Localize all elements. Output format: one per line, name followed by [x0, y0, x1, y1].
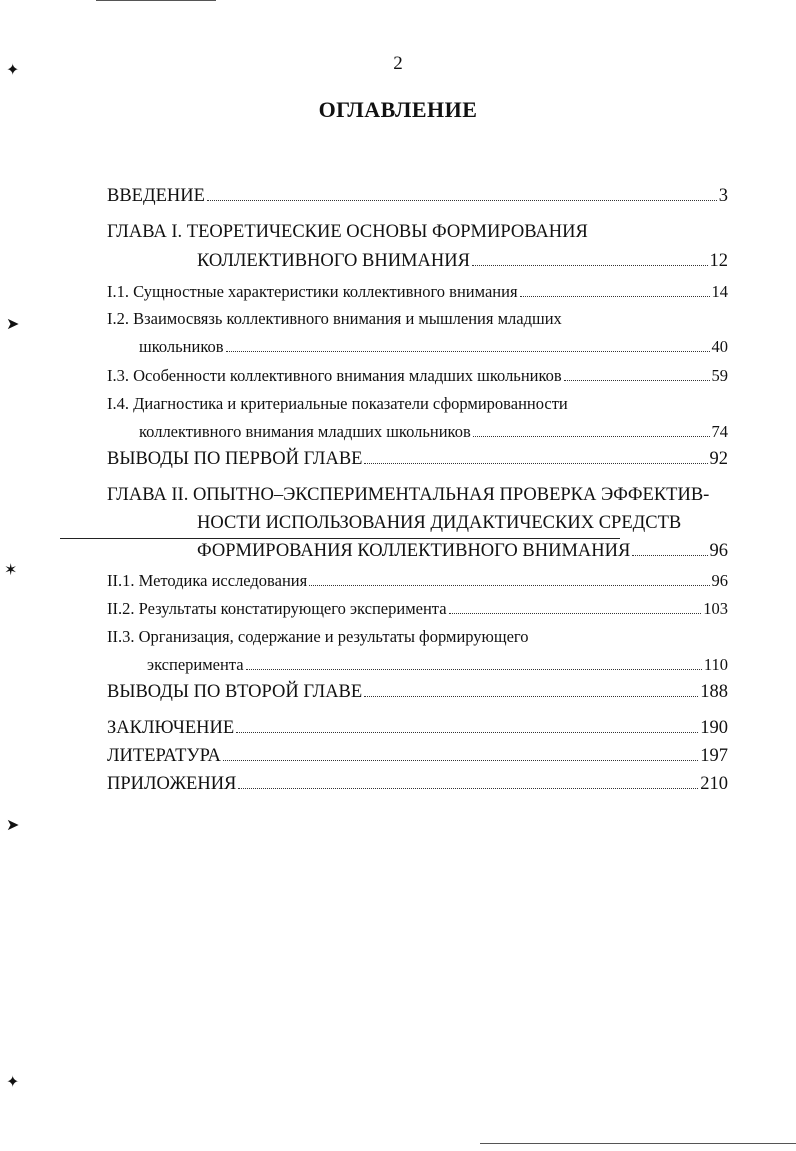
scan-strikethrough-line — [60, 538, 620, 539]
scan-edge-line-top — [96, 0, 216, 1]
toc-page-number: 40 — [711, 337, 728, 356]
toc-entry-section-1-3[interactable]: I.3. Особенности коллективного внимания младших школьников 59 — [107, 366, 728, 385]
toc-entry-chapter-2[interactable]: ФОРМИРОВАНИЯ КОЛЛЕКТИВНОГО ВНИМАНИЯ 96 — [197, 541, 728, 561]
toc-entry-intro[interactable]: ВВЕДЕНИЕ 3 — [107, 186, 728, 206]
toc-page-number: 12 — [709, 251, 728, 271]
toc-entry-section-1-2-line1[interactable]: I.2. Взаимосвязь коллективного внимания и мышления младших — [107, 309, 562, 328]
toc-entry-section-2-1[interactable]: II.1. Методика исследования 96 — [107, 571, 728, 590]
toc-page-number: 74 — [711, 422, 728, 441]
punch-hole-mark-icon: ✦ — [6, 62, 20, 79]
toc-entry-section-2-3[interactable]: эксперимента 110 — [147, 655, 728, 674]
toc-entry-section-1-4-line1[interactable]: I.4. Диагностика и критериальные показатели сформированности — [107, 394, 568, 413]
toc-page-number: 190 — [700, 718, 728, 738]
toc-page-number: 197 — [700, 746, 728, 766]
scan-edge-line-bottom — [480, 1143, 796, 1144]
toc-entry-appendices[interactable]: ПРИЛОЖЕНИЯ 210 — [107, 774, 728, 794]
toc-entry-section-2-3-line1[interactable]: II.3. Организация, содержание и результаты формирующего — [107, 627, 529, 646]
toc-entry-conclusions-2[interactable]: ВЫВОДЫ ПО ВТОРОЙ ГЛАВЕ 188 — [107, 682, 728, 702]
toc-page-number: 103 — [703, 599, 728, 618]
toc-entry-section-1-1[interactable]: I.1. Сущностные характеристики коллективного внимания 14 — [107, 282, 728, 301]
toc-entry-chapter-1-line1[interactable]: ГЛАВА I. ТЕОРЕТИЧЕСКИЕ ОСНОВЫ ФОРМИРОВАНИЯ — [107, 222, 588, 242]
toc-entry-section-2-2[interactable]: II.2. Результаты констатирующего эксперимента 103 — [107, 599, 728, 618]
toc-page-number: 14 — [711, 282, 728, 301]
toc-page-number: 59 — [711, 366, 728, 385]
toc-entry-literature[interactable]: ЛИТЕРАТУРА 197 — [107, 746, 728, 766]
toc-page-number: 96 — [711, 571, 728, 590]
toc-page-number: 92 — [709, 449, 728, 469]
toc-entry-chapter-2-line2[interactable]: НОСТИ ИСПОЛЬЗОВАНИЯ ДИДАКТИЧЕСКИХ СРЕДСТВ — [197, 513, 682, 533]
page-title: ОГЛАВЛЕНИЕ — [318, 97, 478, 122]
punch-hole-mark-icon: ✶ — [4, 562, 18, 579]
toc-entry-section-1-4[interactable]: коллективного внимания младших школьников 74 — [139, 422, 728, 441]
toc-page-number: 210 — [700, 774, 728, 794]
toc-entry-conclusion[interactable]: ЗАКЛЮЧЕНИЕ 190 — [107, 718, 728, 738]
toc-entry-section-1-2[interactable]: школьников 40 — [139, 337, 728, 356]
toc-page-number: 188 — [700, 682, 728, 702]
toc-entry-conclusions-1[interactable]: ВЫВОДЫ ПО ПЕРВОЙ ГЛАВЕ 92 — [107, 449, 728, 469]
toc-page-number: 110 — [703, 655, 728, 674]
toc-entry-chapter-1[interactable]: КОЛЛЕКТИВНОГО ВНИМАНИЯ 12 — [197, 251, 728, 271]
page-number: 2 — [393, 53, 403, 74]
punch-hole-mark-icon: ➤ — [6, 316, 20, 333]
toc-entry-chapter-2-line1[interactable]: ГЛАВА II. ОПЫТНО–ЭКСПЕРИМЕНТАЛЬНАЯ ПРОВЕРКА ЭФФЕКТИВ- — [107, 485, 710, 505]
punch-hole-mark-icon: ✦ — [6, 1074, 20, 1091]
toc-page-number: 3 — [718, 186, 728, 206]
punch-hole-mark-icon: ➤ — [6, 817, 20, 834]
toc-page-number: 96 — [709, 541, 728, 561]
